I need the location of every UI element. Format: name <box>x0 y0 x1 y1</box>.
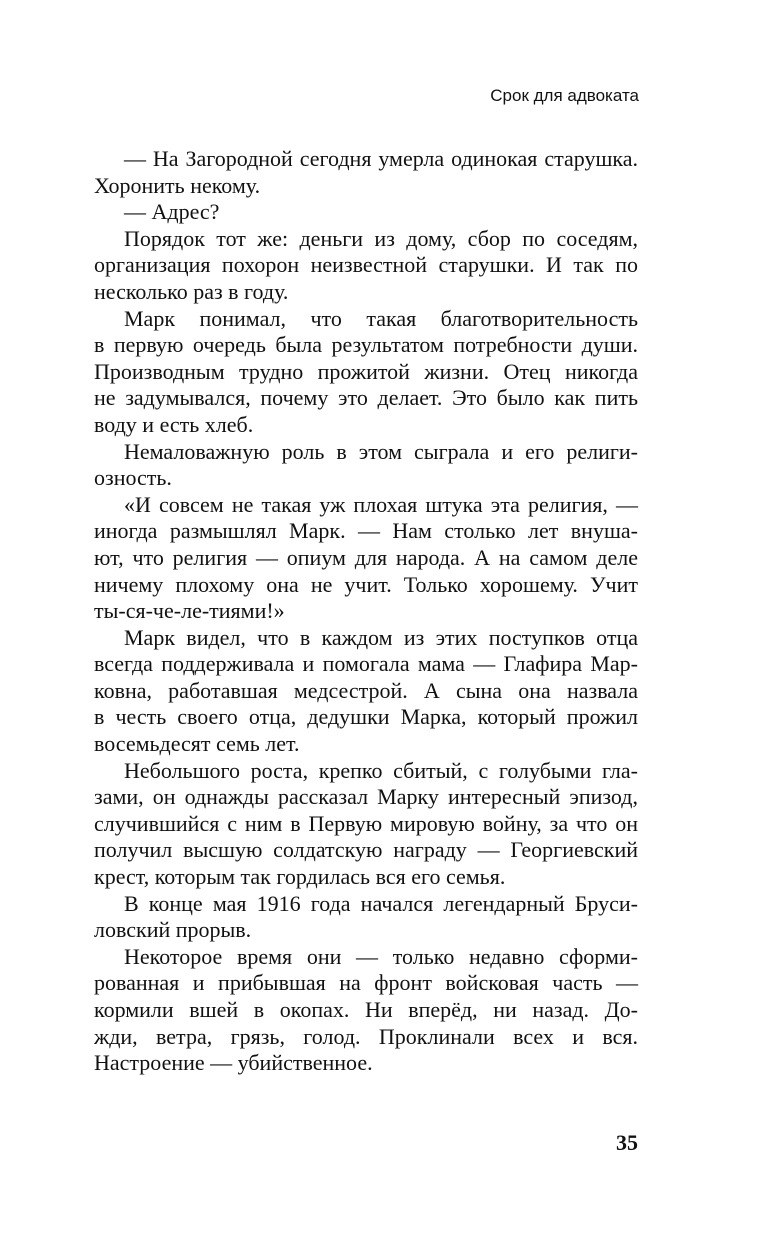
paragraph <box>94 492 638 625</box>
text-line: ют, что религия — опиум для народа. А на самом деле <box>94 544 638 570</box>
paragraph <box>94 146 638 199</box>
text-line: кормили вшей в окопах. Ни вперёд, ни назад. До- <box>94 997 638 1022</box>
text-line: — На Загородной сегодня умерла одинокая старушка. <box>124 146 638 171</box>
text-line: случившийся с ним в Первую мировую войну, за что он <box>94 810 638 836</box>
text-line: в честь своего отца, дедушки Марка, который прожил <box>94 704 638 730</box>
running-header: Срок для адвоката <box>490 86 639 105</box>
text-line: ковна, работавшая медсестрой. А сына она назвала <box>94 677 638 703</box>
text-line: «И совсем не такая уж плохая штука эта религия, — <box>124 491 638 517</box>
text-line: организация похорон неизвестной старушки. И так по <box>94 252 638 278</box>
text-line: Порядок тот же: деньги из дому, сбор по соседям, <box>124 225 638 251</box>
text-line: всегда поддерживала и помогала мама — Глафира Мар- <box>94 651 638 677</box>
text-line: В конце мая 1916 года начался легендарный Бруси- <box>124 890 638 916</box>
body-text <box>94 146 638 1077</box>
text-line: в первую очередь была результатом потребности души. <box>94 332 638 358</box>
paragraph <box>94 891 638 944</box>
text-line: крест, которым так гордилась вся его семья. <box>94 864 506 890</box>
text-line: озность. <box>94 465 172 491</box>
text-line: воду и есть хлеб. <box>94 411 254 437</box>
text-line: Немаловажную роль в этом сыграла и его религи- <box>124 438 638 464</box>
text-line: восемьдесят семь лет. <box>94 731 300 757</box>
text-line: рованная и прибывшая на фронт войсковая часть — <box>94 970 638 996</box>
text-line: Настроение — убийственное. <box>94 1050 373 1076</box>
text-line: Марк видел, что в каждом из этих поступков отца <box>124 624 638 650</box>
text-line: Марк понимал, что такая благотворительность <box>124 305 638 331</box>
paragraph <box>94 199 638 226</box>
text-line: Производным трудно прожитой жизни. Отец никогда <box>94 358 638 384</box>
text-line: ничему плохому она не учит. Только хорошему. Учит <box>94 571 638 597</box>
text-line: получил высшую солдатскую награду — Георгиевский <box>94 837 638 863</box>
text-line: ты-ся-че-ле-тиями!» <box>94 598 285 624</box>
paragraph <box>94 439 638 492</box>
page-number: 35 <box>616 1130 638 1155</box>
text-line: несколько раз в году. <box>94 278 289 304</box>
paragraph <box>94 306 638 439</box>
paragraph <box>94 625 638 758</box>
text-line: иногда размышлял Марк. — Нам столько лет внуша- <box>94 518 638 544</box>
paragraph <box>94 944 638 1077</box>
text-line: Небольшого роста, крепко сбитый, с голубыми гла- <box>124 757 638 783</box>
paragraph <box>94 758 638 891</box>
paragraph <box>94 226 638 306</box>
text-line: — Адрес? <box>124 199 220 225</box>
text-line: не задумывался, почему это делает. Это было как пить <box>94 385 638 411</box>
text-line: Некоторое время они — только недавно сформи- <box>124 943 638 969</box>
text-line: Хоронить некому. <box>94 172 261 198</box>
text-line: зами, он однажды рассказал Марку интересный эпизод, <box>94 784 638 810</box>
text-line: жди, ветра, грязь, голод. Проклинали всех и вся. <box>94 1023 638 1049</box>
text-line: ловский прорыв. <box>94 917 252 943</box>
